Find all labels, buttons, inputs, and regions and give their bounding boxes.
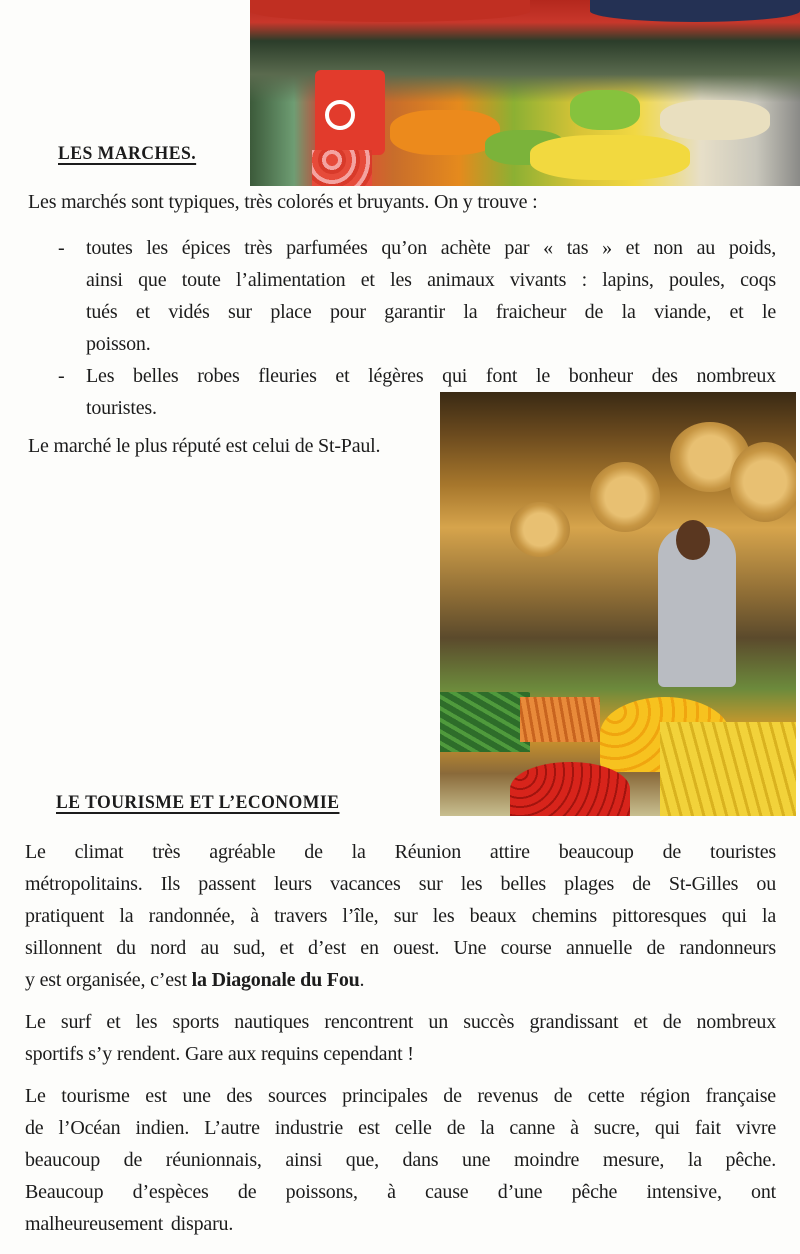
hanging-basket: [730, 442, 796, 522]
bananas: [660, 722, 796, 816]
vendor-head: [676, 520, 710, 560]
market-photo-outdoor: [250, 0, 800, 186]
tourisme-paragraph-1: [25, 836, 776, 996]
paragraph-line: métropolitains. Ils passent leurs vacances sur les belles plages de St-Gilles ou: [25, 873, 776, 895]
hanging-basket: [590, 462, 660, 532]
event-name-diagonale: la Diagonale du Fou: [191, 969, 360, 991]
marches-intro: Les marchés sont typiques, très colorés et bruyants. On y trouve :: [28, 191, 538, 213]
paragraph-text: .: [359, 969, 365, 991]
bullet-line: touristes.: [86, 397, 157, 419]
carrots: [520, 697, 600, 742]
bullet-line: Les belles robes fleuries et légères qui font le bonheur des nombreux: [86, 365, 776, 387]
cauliflower-stall: [660, 100, 770, 140]
bullet-line: ainsi que toute l’alimentation et les animaux vivants : lapins, poules, coqs: [86, 269, 776, 291]
bananas-stall: [570, 90, 640, 130]
paragraph-line: [25, 964, 776, 996]
paragraph-line: Beaucoup d’espèces de poissons, à cause d’une pêche intensive, ont: [25, 1181, 776, 1203]
tourisme-paragraph-2: [25, 1006, 776, 1070]
paragraph-line: malheureusement disparu.: [25, 1213, 234, 1235]
bullet-marker: -: [58, 365, 65, 387]
paragraph-line: sillonnent du nord au sud, et d’est en ouest. Une course annuelle de randonneurs: [25, 937, 776, 959]
greens: [440, 692, 530, 752]
paragraph-line: pratiquent la randonnée, à travers l’île, sur les beaux chemins pittoresques qui la: [25, 905, 776, 927]
market-umbrella: [590, 0, 800, 22]
market-umbrella: [250, 0, 530, 22]
bullet-item: [58, 232, 776, 360]
starfruit-stall: [530, 135, 690, 180]
paragraph-line: Le climat très agréable de la Réunion attire beaucoup de touristes: [25, 841, 776, 863]
section-heading-marches: LES MARCHES.: [58, 143, 197, 164]
section-heading-tourisme: LE TOURISME ET L’ECONOMIE: [56, 792, 340, 813]
bullet-line: toutes les épices très parfumées qu’on achète par « tas » et non au poids,: [86, 237, 776, 259]
bullet-line: tués et vidés sur place pour garantir la fraicheur de la viande, et le: [86, 301, 776, 323]
paragraph-line: beaucoup de réunionnais, ainsi que, dans une moindre mesure, la pêche.: [25, 1149, 776, 1171]
oranges-stall: [390, 110, 500, 155]
paragraph-line: Le surf et les sports nautiques rencontrent un succès grandissant et de nombreux: [25, 1011, 776, 1033]
bullet-line: poisson.: [86, 333, 151, 355]
tomatoes: [510, 762, 630, 816]
hanging-basket: [510, 502, 570, 557]
floral-dress: [312, 150, 372, 186]
paragraph-text: y est organisée, c’est: [25, 969, 192, 991]
red-bag: [315, 70, 385, 155]
marches-closing: Le marché le plus réputé est celui de St-Paul.: [28, 435, 381, 457]
market-photo-vendor: [440, 392, 796, 816]
paragraph-line: sportifs s’y rendent. Gare aux requins cependant !: [25, 1043, 414, 1065]
paragraph-line: Le tourisme est une des sources principales de revenus de cette région française: [25, 1085, 776, 1107]
paragraph-line: de l’Océan indien. L’autre industrie est celle de la canne à sucre, qui fait vivre: [25, 1117, 776, 1139]
tourisme-paragraph-3: [25, 1080, 776, 1240]
bullet-marker: -: [58, 237, 65, 259]
